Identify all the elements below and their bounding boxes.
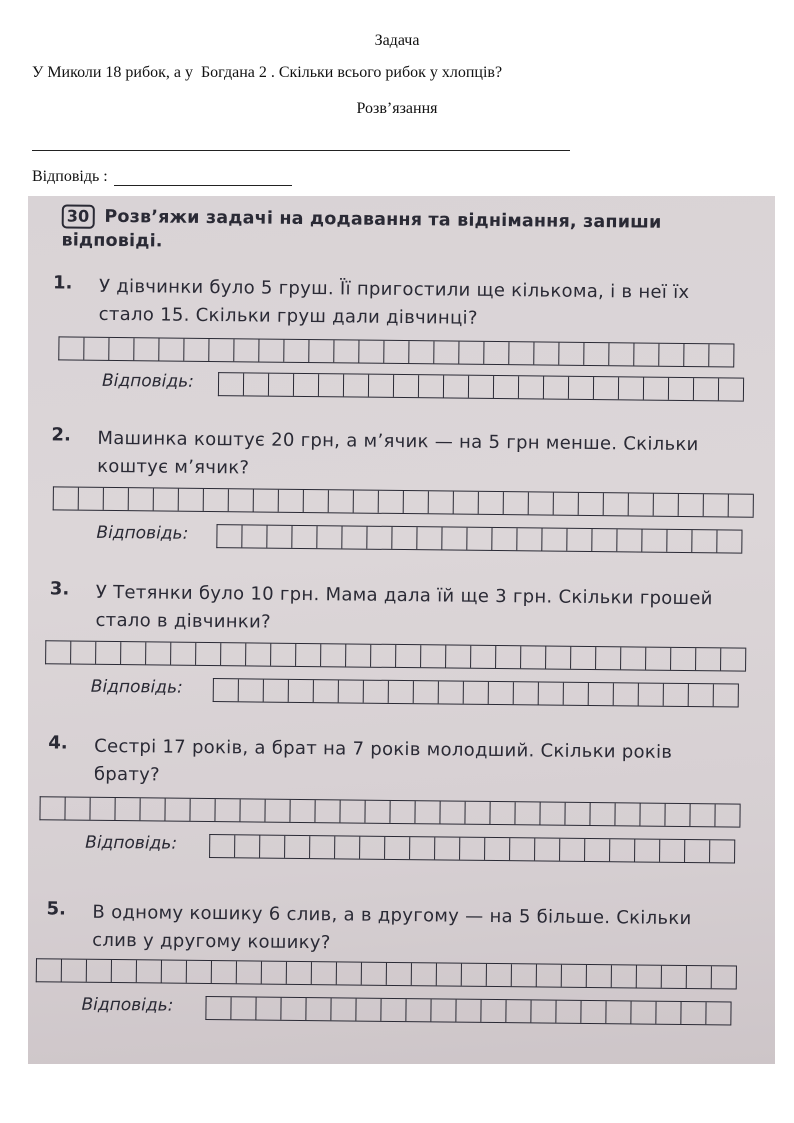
answer-label: Відповідь: [85,832,178,854]
task-number: 4. [48,732,68,754]
grid-cell[interactable] [409,341,434,363]
grid-cell[interactable] [444,375,469,397]
task-number: 3. [49,578,70,600]
grid-cell[interactable] [609,343,634,365]
answer-grid[interactable] [216,524,742,554]
grid-cell[interactable] [184,339,209,361]
grid-cell[interactable] [292,526,317,548]
grid-cell[interactable] [79,488,104,510]
grid-cell[interactable] [190,799,215,821]
grid-cell[interactable] [209,339,234,361]
grid-cell[interactable] [321,644,346,666]
grid-cell[interactable] [165,799,190,821]
grid-cell[interactable] [410,837,435,859]
grid-cell[interactable] [309,340,334,362]
grid-cell[interactable] [485,838,510,860]
grid-cell[interactable] [314,680,339,702]
grid-cell[interactable] [369,375,394,397]
grid-cell[interactable] [129,488,154,510]
grid-cell[interactable] [492,528,517,550]
grid-cell[interactable] [246,643,271,665]
solution-grid[interactable] [53,486,754,517]
grid-cell[interactable] [394,375,419,397]
grid-cell[interactable] [639,684,664,706]
grid-cell[interactable] [365,801,390,823]
grid-cell[interactable] [254,489,279,511]
answer-grid[interactable] [209,834,735,864]
grid-cell[interactable] [162,961,187,983]
grid-cell[interactable] [689,684,714,706]
grid-cell[interactable] [296,644,321,666]
grid-cell[interactable] [571,647,596,669]
grid-cell[interactable] [310,836,335,858]
grid-cell[interactable] [565,803,590,825]
grid-cell[interactable] [90,798,115,820]
grid-cell[interactable] [385,837,410,859]
grid-cell[interactable] [392,527,417,549]
exercise-number-badge: 30 [62,204,95,228]
task-number: 1. [52,272,73,294]
grid-cell[interactable] [719,378,744,400]
answer-label: Відповідь: [101,370,195,392]
grid-cell[interactable] [312,962,337,984]
grid-cell[interactable] [506,1000,531,1022]
grid-cell[interactable] [554,493,579,515]
grid-cell[interactable] [71,642,96,664]
grid-cell[interactable] [539,682,564,704]
grid-cell[interactable] [454,492,479,514]
grid-cell[interactable] [471,646,496,668]
grid-cell[interactable] [115,798,140,820]
grid-cell[interactable] [587,965,612,987]
grid-cell[interactable] [439,681,464,703]
answer-label: Відповідь: [90,676,183,698]
grid-cell[interactable] [287,962,312,984]
grid-cell[interactable] [559,343,584,365]
grid-cell[interactable] [567,529,592,551]
grid-cell[interactable] [229,489,254,511]
grid-cell[interactable] [564,683,589,705]
grid-cell[interactable] [342,526,367,548]
grid-cell[interactable] [289,680,314,702]
grid-cell[interactable] [656,1002,681,1024]
grid-cell[interactable] [381,999,406,1021]
grid-cell[interactable] [585,839,610,861]
grid-cell[interactable] [244,373,269,395]
grid-cell[interactable] [187,961,212,983]
grid-cell[interactable] [660,840,685,862]
task-5 [28,898,768,1016]
grid-cell[interactable] [467,528,492,550]
grid-cell[interactable] [417,527,442,549]
grid-cell[interactable] [685,840,710,862]
grid-cell[interactable] [714,684,739,706]
grid-cell[interactable] [489,682,514,704]
grid-cell[interactable] [315,800,340,822]
task-text: В одному кошику 6 слив, а в другому — на 5 більше. Скільки слив у другому кошику? [92,901,692,954]
grid-cell[interactable] [362,963,387,985]
grid-cell[interactable] [281,998,306,1020]
grid-cell[interactable] [479,492,504,514]
grid-cell[interactable] [529,492,554,514]
grid-cell[interactable] [514,682,539,704]
grid-cell[interactable] [612,965,637,987]
grid-cell[interactable] [379,491,404,513]
grid-cell[interactable] [709,344,734,366]
grid-cell[interactable] [269,374,294,396]
grid-cell[interactable] [196,643,221,665]
grid-cell[interactable] [204,489,229,511]
grid-cell[interactable] [387,963,412,985]
grid-cell[interactable] [154,488,179,510]
grid-cell[interactable] [356,999,381,1021]
grid-cell[interactable] [496,646,521,668]
task-1 [28,272,774,392]
grid-cell[interactable] [546,647,571,669]
grid-cell[interactable] [294,374,319,396]
grid-cell[interactable] [206,997,231,1019]
grid-cell[interactable] [681,1002,706,1024]
grid-cell[interactable] [540,802,565,824]
grid-cell[interactable] [642,530,667,552]
grid-cell[interactable] [542,528,567,550]
task-2 [28,424,773,544]
grid-cell[interactable] [659,344,684,366]
grid-cell[interactable] [210,835,235,857]
grid-cell[interactable] [646,648,671,670]
grid-cell[interactable] [581,1001,606,1023]
grid-cell[interactable] [589,683,614,705]
grid-cell[interactable] [319,374,344,396]
grid-cell[interactable] [335,836,360,858]
grid-cell[interactable] [415,801,440,823]
grid-cell[interactable] [721,648,746,670]
grid-cell[interactable] [517,528,542,550]
solution-grid[interactable] [36,958,737,989]
grid-cell[interactable] [235,835,260,857]
solution-grid[interactable] [45,640,746,671]
grid-cell[interactable] [592,529,617,551]
grid-cell[interactable] [464,682,489,704]
grid-cell[interactable] [494,376,519,398]
grid-cell[interactable] [469,376,494,398]
grid-cell[interactable] [462,964,487,986]
grid-cell[interactable] [137,960,162,982]
grid-cell[interactable] [262,962,287,984]
grid-cell[interactable] [159,338,184,360]
grid-cell[interactable] [442,527,467,549]
grid-cell[interactable] [484,342,509,364]
grid-cell[interactable] [662,966,687,988]
grid-cell[interactable] [265,800,290,822]
grid-cell[interactable] [446,645,471,667]
grid-cell[interactable] [337,962,362,984]
grid-cell[interactable] [414,681,439,703]
grid-cell[interactable] [404,491,429,513]
grid-cell[interactable] [54,487,79,509]
grid-cell[interactable] [679,494,704,516]
grid-cell[interactable] [329,490,354,512]
grid-cell[interactable] [109,338,134,360]
grid-cell[interactable] [654,494,679,516]
grid-cell[interactable] [62,959,87,981]
grid-cell[interactable] [267,526,292,548]
grid-cell[interactable] [710,840,735,862]
grid-cell[interactable] [240,799,265,821]
grid-cell[interactable] [579,493,604,515]
grid-cell[interactable] [306,998,331,1020]
grid-cell[interactable] [317,526,342,548]
grid-cell[interactable] [234,339,259,361]
grid-cell[interactable] [237,961,262,983]
problem-text: У Миколи 18 рибок, а у Богдана 2 . Скільки всього рибок у хлопців? [32,64,503,81]
solution-line[interactable] [32,138,570,151]
grid-cell[interactable] [637,966,662,988]
grid-cell[interactable] [635,839,660,861]
grid-cell[interactable] [690,804,715,826]
answer-grid[interactable] [205,996,731,1026]
solution-label: Розв’язання [356,100,438,117]
grid-cell[interactable] [396,645,421,667]
workbook-photo [28,196,775,1064]
answer-label: Відповідь: [81,994,174,1016]
grid-cell[interactable] [344,374,369,396]
grid-cell[interactable] [560,839,585,861]
grid-cell[interactable] [440,801,465,823]
grid-cell[interactable] [179,489,204,511]
answer-row [32,168,292,186]
grid-cell[interactable] [359,341,384,363]
grid-cell[interactable] [271,644,296,666]
grid-cell[interactable] [512,964,537,986]
answer-blank[interactable] [114,169,292,186]
grid-cell[interactable] [487,964,512,986]
grid-cell[interactable] [490,802,515,824]
grid-cell[interactable] [664,684,689,706]
grid-cell[interactable] [221,643,246,665]
grid-cell[interactable] [421,645,446,667]
grid-cell[interactable] [615,803,640,825]
grid-cell[interactable] [640,804,665,826]
grid-cell[interactable] [465,802,490,824]
grid-cell[interactable] [434,341,459,363]
solution-grid[interactable] [58,336,734,367]
grid-cell[interactable] [504,492,529,514]
grid-cell[interactable] [669,378,694,400]
grid-cell[interactable] [535,838,560,860]
grid-cell[interactable] [631,1001,656,1023]
grid-cell[interactable] [594,377,619,399]
grid-cell[interactable] [96,642,121,664]
grid-cell[interactable] [285,836,310,858]
grid-cell[interactable] [214,679,239,701]
grid-cell[interactable] [704,494,729,516]
grid-cell[interactable] [231,997,256,1019]
grid-cell[interactable] [65,798,90,820]
grid-cell[interactable] [134,338,159,360]
grid-cell[interactable] [537,964,562,986]
solution-grid[interactable] [39,796,740,827]
grid-cell[interactable] [712,966,737,988]
grid-cell[interactable] [621,647,646,669]
grid-cell[interactable] [556,1001,581,1023]
grid-cell[interactable] [509,342,534,364]
grid-cell[interactable] [429,491,454,513]
grid-cell[interactable] [412,963,437,985]
grid-cell[interactable] [215,799,240,821]
grid-cell[interactable] [419,375,444,397]
answer-grid[interactable] [213,678,739,708]
grid-cell[interactable] [510,838,535,860]
grid-cell[interactable] [644,378,669,400]
grid-cell[interactable] [171,643,196,665]
grid-cell[interactable] [629,493,654,515]
grid-cell[interactable] [534,342,559,364]
grid-cell[interactable] [146,642,171,664]
grid-cell[interactable] [619,377,644,399]
task-number: 2. [51,424,71,446]
grid-cell[interactable] [715,804,740,826]
grid-cell[interactable] [59,337,84,359]
grid-cell[interactable] [610,839,635,861]
grid-cell[interactable] [665,804,690,826]
grid-cell[interactable] [389,681,414,703]
grid-cell[interactable] [284,340,309,362]
grid-cell[interactable] [40,797,65,819]
answer-grid[interactable] [218,372,744,402]
grid-cell[interactable] [519,376,544,398]
grid-cell[interactable] [87,960,112,982]
grid-cell[interactable] [37,959,62,981]
page-title: Задача [374,32,420,49]
grid-cell[interactable] [460,838,485,860]
task-text: Сестрі 17 років, а брат на 7 років молодший. Скільки років брату? [93,735,673,786]
grid-cell[interactable] [459,342,484,364]
grid-cell[interactable] [562,965,587,987]
task-text: Машинка коштує 20 грн, а м’ячик — на 5 грн менше. Скільки коштує м’ячик? [97,427,699,479]
grid-cell[interactable] [290,800,315,822]
grid-cell[interactable] [104,488,129,510]
grid-cell[interactable] [217,525,242,547]
grid-cell[interactable] [371,645,396,667]
task-4 [28,732,769,854]
grid-cell[interactable] [717,530,742,552]
grid-cell[interactable] [456,1000,481,1022]
answer-label: Відповідь : [32,168,108,185]
grid-cell[interactable] [431,999,456,1021]
grid-cell[interactable] [331,998,356,1020]
exercise-instruction: Розв’яжи задачі на додавання та віднімання, запиши відповіді. [61,206,662,252]
grid-cell[interactable] [706,1002,731,1024]
grid-cell[interactable] [334,340,359,362]
grid-cell[interactable] [604,493,629,515]
grid-cell[interactable] [729,494,754,516]
grid-cell[interactable] [692,530,717,552]
grid-cell[interactable] [259,340,284,362]
grid-cell[interactable] [390,801,415,823]
grid-cell[interactable] [239,679,264,701]
grid-cell[interactable] [696,648,721,670]
grid-cell[interactable] [584,343,609,365]
grid-cell[interactable] [339,680,364,702]
grid-cell[interactable] [521,646,546,668]
task-text: У Тетянки було 10 грн. Мама дала їй ще 3 грн. Скільки грошей стало в дівчинки? [95,581,713,633]
grid-cell[interactable] [435,837,460,859]
task-text: У дівчинки було 5 груш. Її пригостили ще кількома, і в неї їх стало 15. Скільки груш дали дівчинці? [98,275,690,329]
grid-cell[interactable] [340,800,365,822]
grid-cell[interactable] [406,999,431,1021]
grid-cell[interactable] [219,373,244,395]
grid-cell[interactable] [354,491,379,513]
grid-cell[interactable] [684,344,709,366]
grid-cell[interactable] [84,338,109,360]
grid-cell[interactable] [596,647,621,669]
grid-cell[interactable] [304,490,329,512]
answer-label: Відповідь: [96,522,189,544]
grid-cell[interactable] [590,803,615,825]
grid-cell[interactable] [437,963,462,985]
grid-cell[interactable] [634,343,659,365]
grid-cell[interactable] [346,644,371,666]
grid-cell[interactable] [694,378,719,400]
grid-cell[interactable] [687,966,712,988]
grid-cell[interactable] [614,683,639,705]
grid-cell[interactable] [671,648,696,670]
grid-cell[interactable] [121,642,146,664]
grid-cell[interactable] [617,529,642,551]
grid-cell[interactable] [531,1000,556,1022]
exercise-header [61,204,751,259]
grid-cell[interactable] [544,377,569,399]
grid-cell[interactable] [360,837,385,859]
grid-cell[interactable] [212,961,237,983]
grid-cell[interactable] [260,836,285,858]
grid-cell[interactable] [46,641,71,663]
grid-cell[interactable] [264,680,289,702]
grid-cell[interactable] [569,377,594,399]
grid-cell[interactable] [367,527,392,549]
grid-cell[interactable] [481,1000,506,1022]
grid-cell[interactable] [112,960,137,982]
grid-cell[interactable] [364,681,389,703]
grid-cell[interactable] [279,490,304,512]
grid-cell[interactable] [242,525,267,547]
grid-cell[interactable] [667,530,692,552]
grid-cell[interactable] [256,998,281,1020]
grid-cell[interactable] [384,341,409,363]
grid-cell[interactable] [515,802,540,824]
task-3 [28,578,771,698]
grid-cell[interactable] [140,798,165,820]
task-number: 5. [46,898,66,920]
grid-cell[interactable] [606,1001,631,1023]
